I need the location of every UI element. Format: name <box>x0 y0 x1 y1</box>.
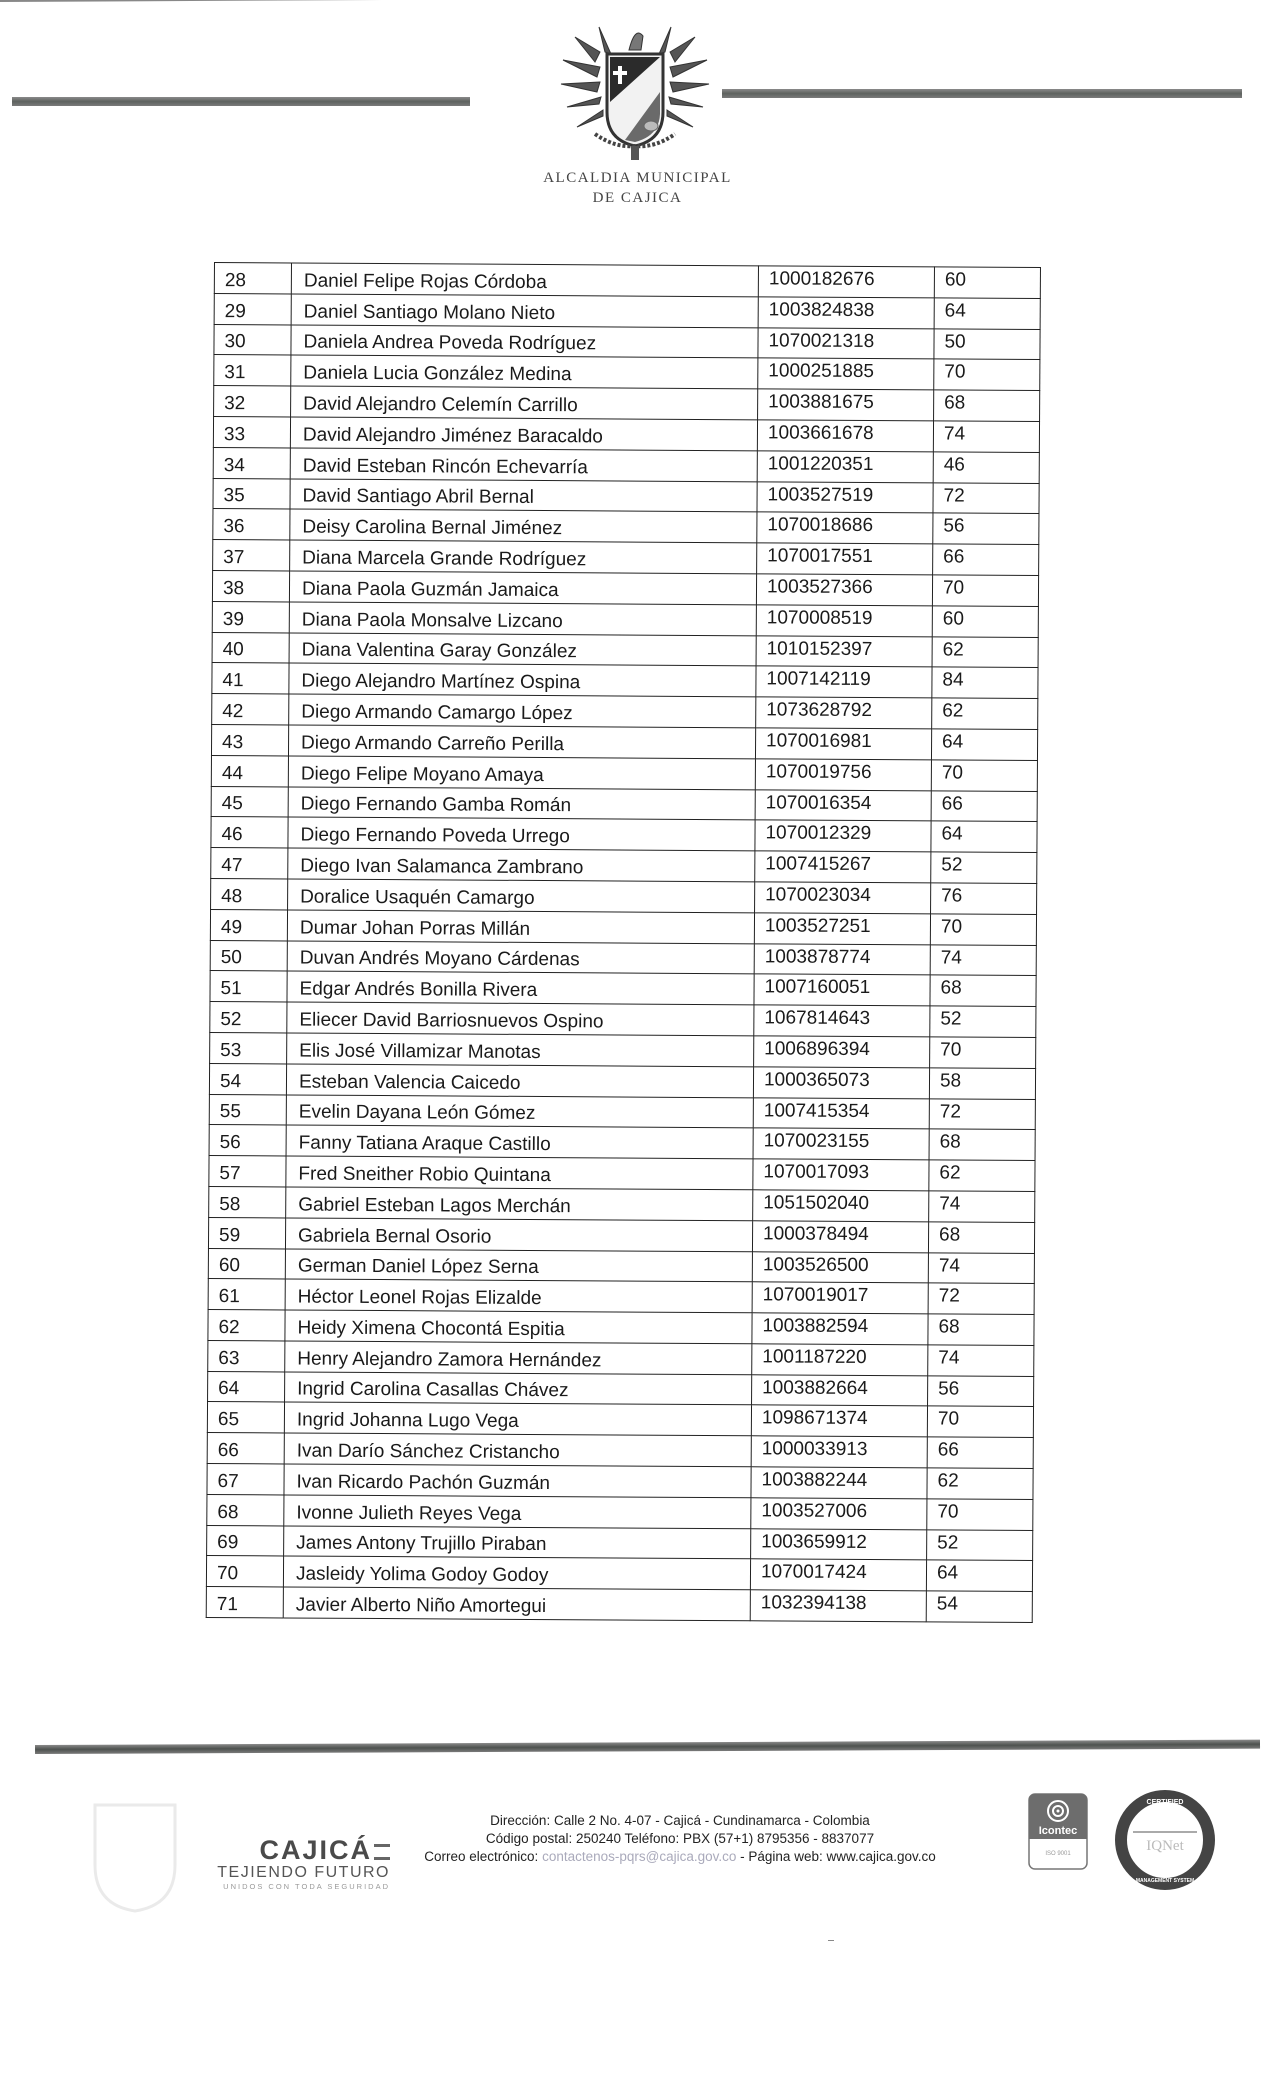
score-cell: 60 <box>932 606 1038 637</box>
person-name-cell: Ivan Ricardo Pachón Guzmán <box>284 1464 751 1498</box>
row-number-cell: 36 <box>213 509 290 540</box>
person-name-cell: Diego Armando Camargo López <box>289 694 756 728</box>
person-name-cell: Heidy Ximena Chocontá Espitia <box>285 1310 752 1344</box>
web-label: - Página web: www.cajica.gov.co <box>740 1849 936 1864</box>
person-name-cell: Esteban Valencia Caicedo <box>286 1064 753 1098</box>
brand-subtagline: UNIDOS CON TODA SEGURIDAD <box>223 1882 390 1891</box>
person-name-cell: Diana Valentina Garay González <box>289 633 756 667</box>
person-name-cell: Ivonne Julieth Reyes Vega <box>284 1495 751 1529</box>
table-row <box>208 1248 1034 1284</box>
row-number-cell: 40 <box>212 632 289 663</box>
row-number-cell: 44 <box>211 755 288 786</box>
row-number-cell: 45 <box>211 786 288 817</box>
table-row <box>211 817 1037 853</box>
person-name-cell: Diego Ivan Salamanca Zambrano <box>288 848 755 882</box>
document-id-cell: 1070018686 <box>757 512 933 544</box>
row-number-cell: 67 <box>207 1464 284 1495</box>
score-cell: 68 <box>934 390 1040 421</box>
row-number-cell: 33 <box>213 416 290 447</box>
document-id-cell: 1003882664 <box>752 1374 928 1406</box>
footer-divider <box>35 1740 1260 1754</box>
row-number-cell: 50 <box>210 940 287 971</box>
row-number-cell: 59 <box>208 1217 285 1248</box>
person-name-cell: David Alejandro Celemín Carrillo <box>291 386 758 420</box>
row-number-cell: 60 <box>208 1248 285 1279</box>
row-number-cell: 28 <box>214 263 291 294</box>
email-link[interactable]: contactenos-pqrs@cajica.gov.co <box>542 1849 737 1864</box>
table-row <box>207 1494 1033 1530</box>
table-row <box>211 878 1037 914</box>
row-number-cell: 57 <box>209 1156 286 1187</box>
score-cell: 62 <box>927 1468 1033 1499</box>
row-number-cell: 38 <box>212 570 289 601</box>
document-id-cell: 1007415267 <box>755 851 931 883</box>
person-name-cell: Diego Alejandro Martínez Ospina <box>289 663 756 697</box>
score-cell: 50 <box>934 328 1040 359</box>
score-cell: 60 <box>934 267 1040 298</box>
document-id-cell: 1070012329 <box>755 820 931 852</box>
table-row <box>207 1433 1033 1469</box>
person-name-cell: Gabriel Esteban Lagos Merchán <box>286 1187 753 1221</box>
table-row <box>210 1002 1036 1038</box>
document-id-cell: 1007160051 <box>754 974 930 1006</box>
table-row <box>208 1279 1034 1315</box>
person-name-cell: Diana Paola Guzmán Jamaica <box>289 571 756 605</box>
score-cell: 72 <box>928 1283 1034 1314</box>
row-number-cell: 53 <box>210 1032 287 1063</box>
row-number-cell: 35 <box>213 478 290 509</box>
person-name-cell: Diego Fernando Poveda Urrego <box>288 817 755 851</box>
document-id-cell: 1007415354 <box>753 1097 929 1129</box>
row-number-cell: 71 <box>206 1587 283 1618</box>
row-number-cell: 69 <box>207 1525 284 1556</box>
person-name-cell: Héctor Leonel Rojas Elizalde <box>285 1279 752 1313</box>
score-cell: 74 <box>928 1345 1034 1376</box>
score-cell: 64 <box>926 1560 1032 1591</box>
score-cell: 52 <box>930 1006 1036 1037</box>
person-name-cell: Evelin Dayana León Gómez <box>286 1094 753 1128</box>
person-name-cell: Daniel Santiago Molano Nieto <box>291 294 758 328</box>
header-divider-left <box>12 97 470 106</box>
row-number-cell: 70 <box>206 1556 283 1587</box>
person-name-cell: Diana Marcela Grande Rodríguez <box>290 540 757 574</box>
row-number-cell: 68 <box>207 1494 284 1525</box>
row-number-cell: 42 <box>212 694 289 725</box>
document-id-cell: 1000365073 <box>753 1067 929 1099</box>
table-row <box>214 386 1040 422</box>
table-row <box>211 848 1037 884</box>
table-row <box>210 940 1036 976</box>
row-number-cell: 54 <box>209 1063 286 1094</box>
person-name-cell: Elis José Villamizar Manotas <box>287 1033 754 1067</box>
table-row <box>209 1125 1035 1161</box>
table-row <box>213 416 1039 452</box>
document-id-cell: 1003527251 <box>754 913 930 945</box>
brand-name: CAJICÁ <box>259 1835 372 1865</box>
table-row <box>207 1464 1033 1500</box>
document-id-cell: 1070019756 <box>755 759 931 791</box>
row-number-cell: 31 <box>214 355 291 386</box>
document-id-cell: 1000251885 <box>758 358 934 390</box>
document-id-cell: 1007142119 <box>756 666 932 698</box>
score-cell: 62 <box>932 636 1038 667</box>
document-id-cell: 1067814643 <box>754 1005 930 1037</box>
person-name-cell: Javier Alberto Niño Amortegui <box>283 1587 750 1621</box>
table-row <box>206 1587 1032 1623</box>
score-cell: 70 <box>932 575 1038 606</box>
score-cell: 64 <box>931 821 1037 852</box>
score-cell: 52 <box>927 1530 1033 1561</box>
score-cell: 74 <box>928 1252 1034 1283</box>
svg-text:ISO 9001: ISO 9001 <box>1045 1851 1071 1857</box>
document-id-cell: 1073628792 <box>756 697 932 729</box>
document-id-cell: 1098671374 <box>751 1405 927 1437</box>
score-cell: 64 <box>931 729 1037 760</box>
person-name-cell: Duvan Andrés Moyano Cárdenas <box>287 940 754 974</box>
header-divider-right <box>722 89 1242 98</box>
document-id-cell: 1003878774 <box>754 943 930 975</box>
table-row <box>214 355 1040 391</box>
table-row <box>209 1186 1035 1222</box>
score-cell: 68 <box>928 1222 1034 1253</box>
table-row <box>208 1340 1034 1376</box>
brand-tagline: TEJIENDO FUTURO <box>217 1864 390 1881</box>
score-cell: 58 <box>929 1068 1035 1099</box>
score-cell: 84 <box>932 667 1038 698</box>
score-cell: 62 <box>929 1160 1035 1191</box>
document-id-cell: 1001187220 <box>752 1344 928 1376</box>
document-id-cell: 1001220351 <box>757 451 933 483</box>
score-cell: 76 <box>931 883 1037 914</box>
svg-text:MANAGEMENT SYSTEM: MANAGEMENT SYSTEM <box>1135 1878 1195 1884</box>
table-row <box>209 1063 1035 1099</box>
document-id-cell: 1070021318 <box>758 327 934 359</box>
score-cell: 66 <box>931 790 1037 821</box>
table-row <box>208 1371 1034 1407</box>
score-cell: 66 <box>927 1437 1033 1468</box>
table-row <box>210 1032 1036 1068</box>
score-cell: 70 <box>930 1037 1036 1068</box>
person-name-cell: Daniela Andrea Poveda Rodríguez <box>291 325 758 359</box>
row-number-cell: 65 <box>207 1402 284 1433</box>
person-name-cell: Ingrid Carolina Casallas Chávez <box>285 1372 752 1406</box>
person-name-cell: Deisy Carolina Bernal Jiménez <box>290 509 757 543</box>
score-cell: 70 <box>934 359 1040 390</box>
table-row <box>209 1156 1035 1192</box>
table-row <box>213 509 1039 545</box>
table-row <box>207 1402 1033 1438</box>
person-name-cell: Fred Sneither Robio Quintana <box>286 1156 753 1190</box>
score-cell: 56 <box>928 1376 1034 1407</box>
svg-text:IQNet: IQNet <box>1146 1838 1184 1854</box>
score-cell: 74 <box>930 944 1036 975</box>
row-number-cell: 51 <box>210 971 287 1002</box>
scan-mark <box>828 1940 834 1941</box>
table-row <box>212 694 1038 730</box>
person-name-cell: Dumar Johan Porras Millán <box>287 910 754 944</box>
score-cell: 70 <box>930 914 1036 945</box>
person-name-cell: David Santiago Abril Bernal <box>290 479 757 513</box>
document-id-cell: 1070017093 <box>753 1159 929 1191</box>
row-number-cell: 30 <box>214 324 291 355</box>
scan-edge-line <box>0 0 420 2</box>
table-row <box>211 724 1037 760</box>
document-id-cell: 1070016354 <box>755 789 931 821</box>
document-id-cell: 1070016981 <box>755 728 931 760</box>
person-name-cell: Eliecer David Barriosnuevos Ospino <box>287 1002 754 1036</box>
document-id-cell: 1010152397 <box>756 635 932 667</box>
score-cell: 52 <box>931 852 1037 883</box>
score-cell: 64 <box>934 298 1040 329</box>
document-id-cell: 1070017551 <box>757 543 933 575</box>
person-name-cell: David Esteban Rincón Echevarría <box>290 448 757 482</box>
score-cell: 46 <box>933 452 1039 483</box>
table-row <box>212 601 1038 637</box>
document-id-cell: 1003527519 <box>757 481 933 513</box>
score-cell: 62 <box>932 698 1038 729</box>
score-cell: 56 <box>933 513 1039 544</box>
person-name-cell: Daniel Felipe Rojas Córdoba <box>291 263 758 297</box>
row-number-cell: 63 <box>208 1340 285 1371</box>
score-cell: 54 <box>926 1591 1032 1622</box>
document-id-cell: 1070023034 <box>755 882 931 914</box>
table-row <box>213 478 1039 514</box>
score-cell: 68 <box>930 975 1036 1006</box>
table-row <box>210 971 1036 1007</box>
table-row <box>213 540 1039 576</box>
document-id-cell: 1000033913 <box>751 1436 927 1468</box>
document-id-cell: 1000378494 <box>752 1221 928 1253</box>
row-number-cell: 39 <box>212 601 289 632</box>
document-id-cell: 1070008519 <box>756 605 932 637</box>
score-cell: 70 <box>927 1406 1033 1437</box>
person-name-cell: Diego Fernando Gamba Román <box>288 787 755 821</box>
results-table <box>206 262 1041 1623</box>
row-number-cell: 56 <box>209 1125 286 1156</box>
table-row <box>209 1094 1035 1130</box>
person-name-cell: German Daniel López Serna <box>285 1248 752 1282</box>
person-name-cell: James Antony Trujillo Piraban <box>284 1526 751 1560</box>
document-id-cell: 1051502040 <box>753 1190 929 1222</box>
row-number-cell: 41 <box>212 663 289 694</box>
person-name-cell: Henry Alejandro Zamora Hernández <box>285 1341 752 1375</box>
table-row <box>206 1556 1032 1592</box>
document-id-cell: 1006896394 <box>754 1036 930 1068</box>
row-number-cell: 37 <box>213 540 290 571</box>
iqnet-certification-icon <box>1115 1790 1215 1890</box>
document-id-cell: 1003527006 <box>751 1498 927 1530</box>
table-row <box>208 1217 1034 1253</box>
document-id-cell: 1032394138 <box>750 1590 926 1622</box>
row-number-cell: 46 <box>211 817 288 848</box>
cajica-brand-logo <box>150 1835 390 1891</box>
coat-of-arms-icon <box>555 22 715 164</box>
document-id-cell: 1003527366 <box>756 574 932 606</box>
person-name-cell: Gabriela Bernal Osorio <box>285 1218 752 1252</box>
document-id-cell: 1003824838 <box>758 297 934 329</box>
person-name-cell: Ivan Darío Sánchez Cristancho <box>284 1433 751 1467</box>
table-row <box>211 786 1037 822</box>
row-number-cell: 29 <box>214 293 291 324</box>
score-cell: 74 <box>933 421 1039 452</box>
person-name-cell: Diego Felipe Moyano Amaya <box>288 756 755 790</box>
person-name-cell: David Alejandro Jiménez Baracaldo <box>290 417 757 451</box>
person-name-cell: Diana Paola Monsalve Lizcano <box>289 602 756 636</box>
row-number-cell: 47 <box>211 848 288 879</box>
icontec-certification-icon <box>1028 1793 1088 1883</box>
person-name-cell: Fanny Tatiana Araque Castillo <box>286 1125 753 1159</box>
postal-phone-line: Código postal: 250240 Teléfono: PBX (57+1) 8795356 - 8837077 <box>485 1831 875 1846</box>
document-id-cell: 1000182676 <box>758 266 934 298</box>
person-name-cell: Diego Armando Carreño Perilla <box>288 725 755 759</box>
score-cell: 68 <box>929 1129 1035 1160</box>
person-name-cell: Daniela Lucia González Medina <box>291 355 758 389</box>
address-line: Dirección: Calle 2 No. 4-07 - Cajicá - Cundinamarca - Colombia <box>490 1813 870 1828</box>
svg-text:CERTIFIED: CERTIFIED <box>1146 1799 1184 1806</box>
row-number-cell: 58 <box>209 1186 286 1217</box>
document-id-cell: 1003659912 <box>751 1528 927 1560</box>
score-cell: 70 <box>927 1499 1033 1530</box>
table-row <box>207 1525 1033 1561</box>
email-label: Correo electrónico: <box>424 1849 539 1864</box>
score-cell: 66 <box>933 544 1039 575</box>
row-number-cell: 64 <box>208 1371 285 1402</box>
table-row <box>208 1310 1034 1346</box>
row-number-cell: 55 <box>209 1094 286 1125</box>
row-number-cell: 49 <box>210 909 287 940</box>
document-id-cell: 1003881675 <box>758 389 934 421</box>
score-cell: 68 <box>928 1314 1034 1345</box>
score-cell: 74 <box>929 1191 1035 1222</box>
table-row <box>212 663 1038 699</box>
brand-stripes-icon <box>374 1844 390 1860</box>
table-row <box>214 263 1040 299</box>
row-number-cell: 52 <box>210 1002 287 1033</box>
table-row <box>213 447 1039 483</box>
row-number-cell: 62 <box>208 1310 285 1341</box>
document-id-cell: 1003526500 <box>752 1251 928 1283</box>
row-number-cell: 66 <box>207 1433 284 1464</box>
score-cell: 72 <box>933 482 1039 513</box>
score-cell: 72 <box>929 1098 1035 1129</box>
score-cell: 70 <box>931 760 1037 791</box>
row-number-cell: 34 <box>213 447 290 478</box>
document-id-cell: 1003882244 <box>751 1467 927 1499</box>
document-id-cell: 1070017424 <box>750 1559 926 1591</box>
document-id-cell: 1003661678 <box>757 420 933 452</box>
org-name-line2: DE CAJICA <box>592 190 683 206</box>
org-name-line1: ALCALDIA MUNICIPAL <box>543 170 732 186</box>
table-row <box>210 909 1036 945</box>
document-id-cell: 1003882594 <box>752 1313 928 1345</box>
row-number-cell: 61 <box>208 1279 285 1310</box>
person-name-cell: Jasleidy Yolima Godoy Godoy <box>283 1556 750 1590</box>
row-number-cell: 32 <box>214 386 291 417</box>
table-row <box>211 755 1037 791</box>
row-number-cell: 48 <box>211 878 288 909</box>
contact-info <box>400 1812 960 1866</box>
table-row <box>214 293 1040 329</box>
person-name-cell: Doralice Usaquén Camargo <box>288 879 755 913</box>
svg-text:Icontec: Icontec <box>1038 1825 1078 1837</box>
document-id-cell: 1070019017 <box>752 1282 928 1314</box>
person-name-cell: Ingrid Johanna Lugo Vega <box>284 1402 751 1436</box>
table-row <box>212 632 1038 668</box>
table-row <box>214 324 1040 360</box>
person-name-cell: Edgar Andrés Bonilla Rivera <box>287 971 754 1005</box>
document-id-cell: 1070023155 <box>753 1128 929 1160</box>
table-row <box>212 570 1038 606</box>
row-number-cell: 43 <box>211 724 288 755</box>
